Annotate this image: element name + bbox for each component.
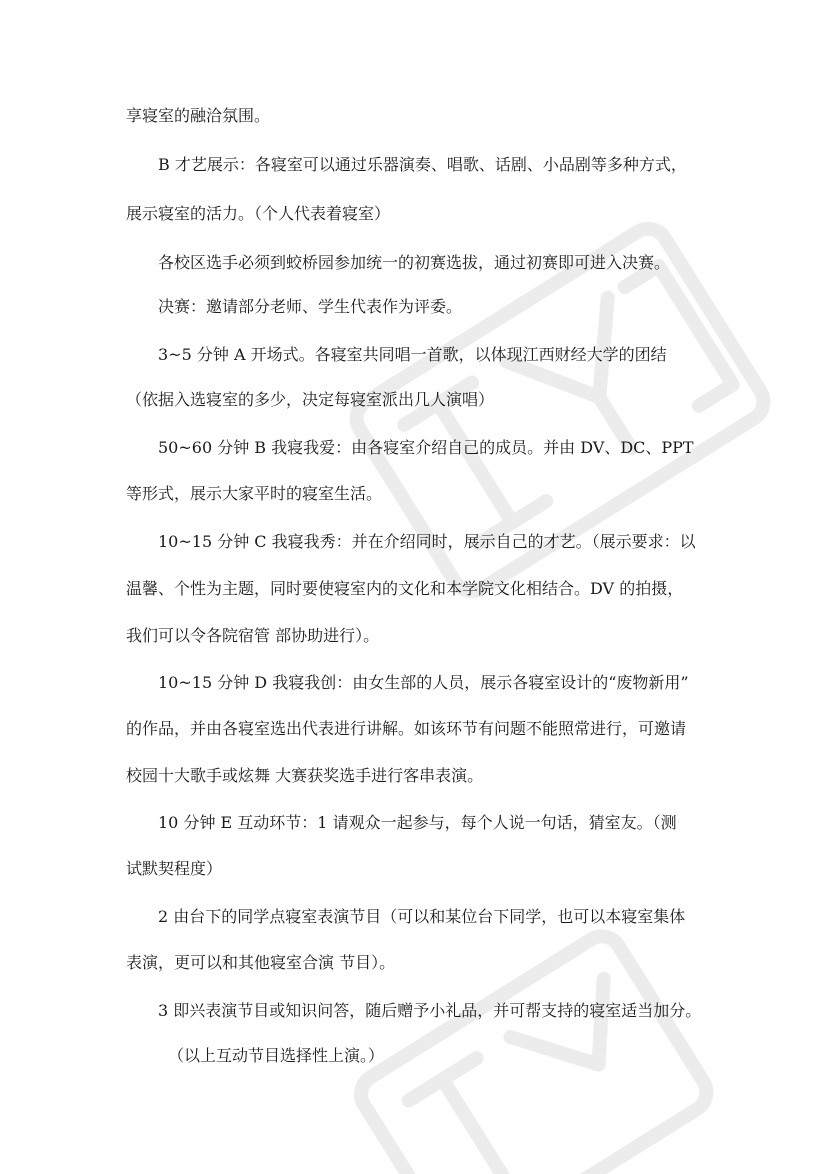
text-line: 3~5 分钟 A 开场式。各寝室共同唱一首歌，以体现江西财经大学的团结 (158, 345, 667, 364)
text-line: 试默契程度） (126, 859, 223, 878)
text-line: 10~15 分钟 C 我寝我秀：并在介绍同时，展示自己的才艺。（展示要求：以 (158, 532, 696, 551)
text-line: 等形式，展示大家平时的寝室生活。 (126, 484, 383, 503)
text-line: 的作品，并由各寝室选出代表进行讲解。如该环节有问题不能照常进行，可邀请 (126, 719, 687, 738)
text-line: 表演，更可以和其他寝室合演 节目）。 (126, 953, 396, 972)
text-line: （以上互动节目选择性上演。） (168, 1046, 385, 1065)
text-line: 我们可以令各院宿管 部协助进行）。 (126, 626, 380, 645)
text-line: 展示寝室的活力。（个人代表着寝室） (126, 204, 391, 223)
text-line: 各校区选手必须到蛟桥园参加统一的初赛选拔，通过初赛即可进入决赛。 (158, 253, 671, 272)
text-line: 校园十大歌手或炫舞 大赛获奖选手进行客串表演。 (126, 766, 484, 785)
text-line: （依据入选寝室的多少，决定每寝室派出几人演唱） (126, 390, 495, 409)
text-line: 2 由台下的同学点寝室表演节目（可以和某位台下同学，也可以本寝室集体 (158, 907, 686, 926)
text-line: 10 分钟 E 互动环节：1 请观众一起参与，每个人说一句话，猜室友。（测 (158, 813, 677, 832)
text-line: 10~15 分钟 D 我寝我创：由女生部的人员，展示各寝室设计的“废物新用” (158, 673, 689, 692)
text-line: 3 即兴表演节目或知识问答，随后赠予小礼品，并可帮支持的寝室适当加分。 (158, 1001, 702, 1020)
text-line: 温馨、个性为主题，同时要使寝室内的文化和本学院文化相结合。DV 的拍摄， (126, 579, 684, 598)
text-line: 享寝室的融洽氛围。 (126, 106, 271, 125)
text-line: 决赛：邀请部分老师、学生代表作为评委。 (158, 297, 463, 316)
text-line: 50~60 分钟 B 我寝我爱：由各寝室介绍自己的成员。并由 DV、DC、PPT (158, 438, 694, 457)
text-line: B 才艺展示：各寝室可以通过乐器演奏、唱歌、话剧、小品剧等多种方式， (158, 155, 687, 174)
